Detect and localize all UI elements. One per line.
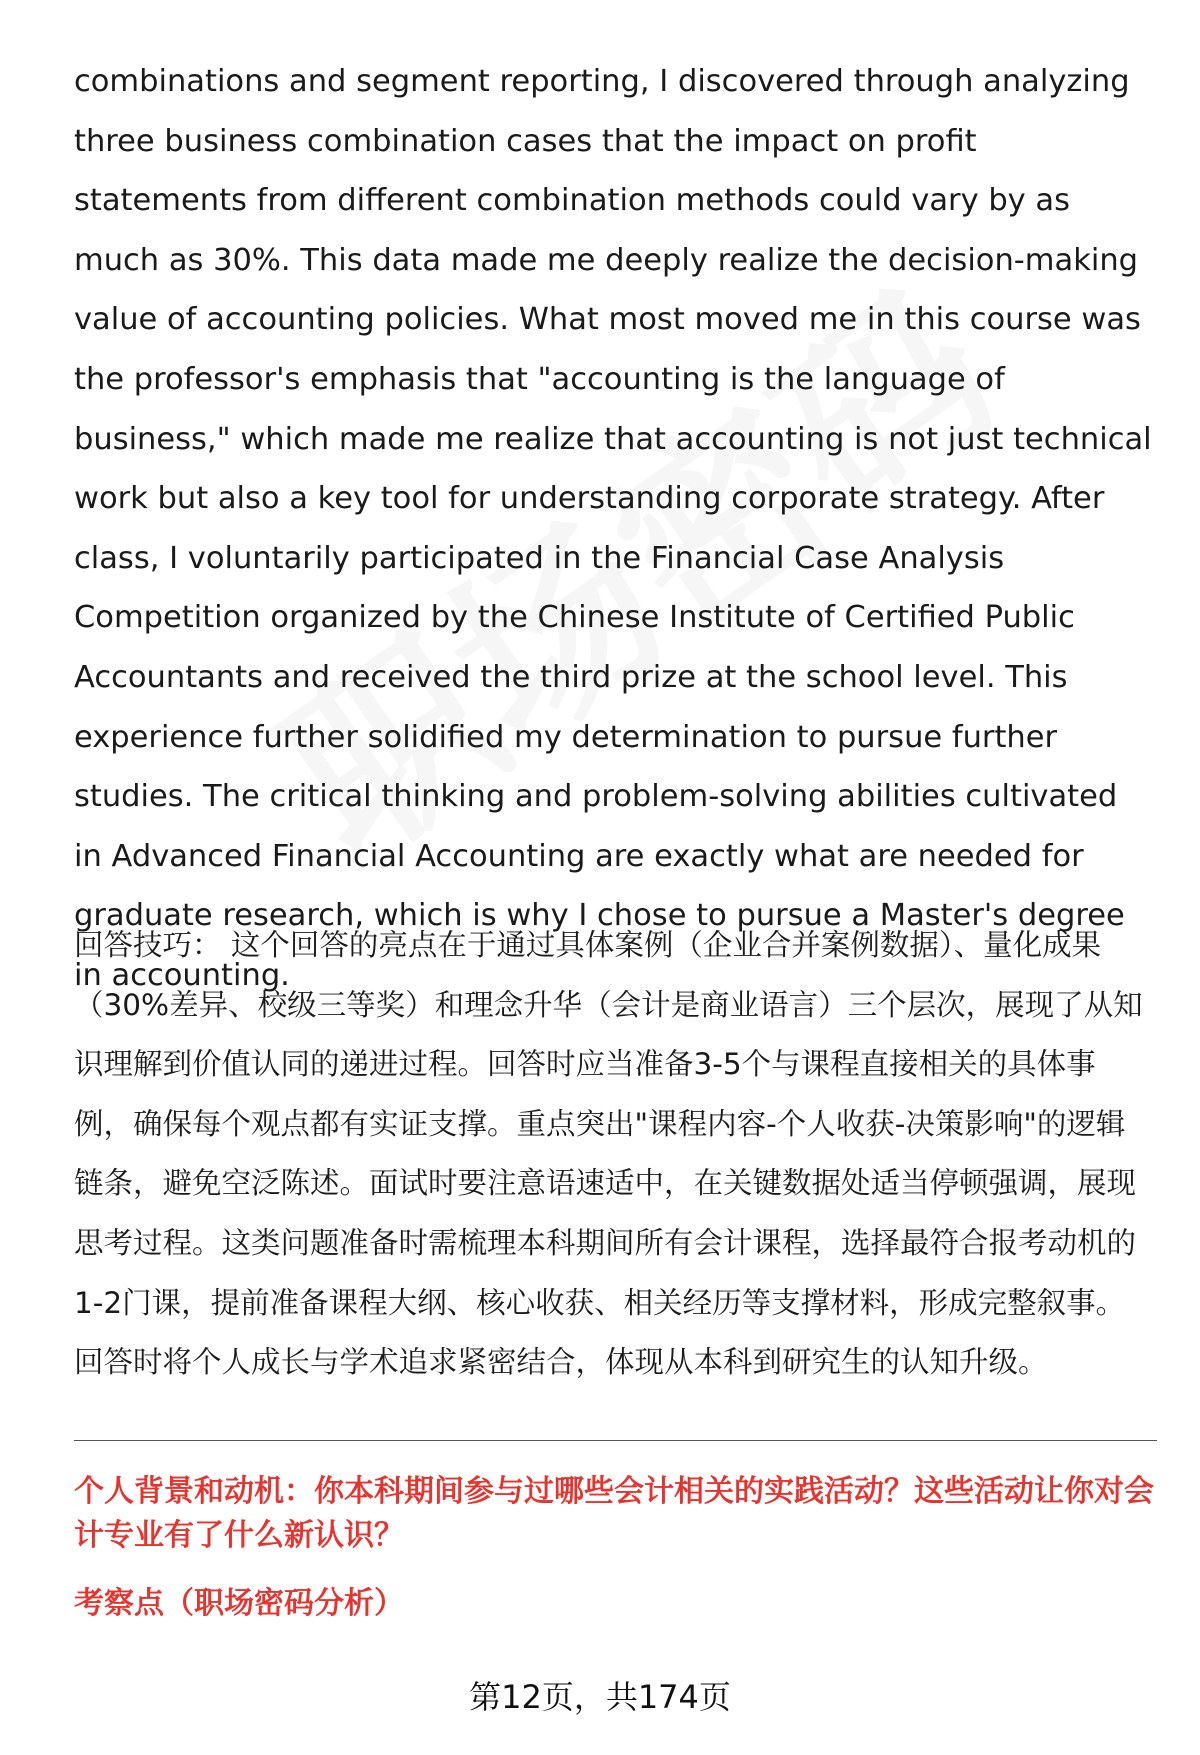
interview-question-heading: 个人背景和动机：你本科期间参与过哪些会计相关的实践活动？这些活动让你对会计专业有了什么新认识？: [74, 1474, 1154, 1553]
focus-point-heading: 考察点（职场密码分析）: [74, 1586, 404, 1621]
section-divider: [74, 1440, 1157, 1441]
page-number: 第12页，共174页: [469, 1678, 731, 1716]
answer-tips-paragraph: 回答技巧： 这个回答的亮点在于通过具体案例（企业合并案例数据）、量化成果（30%差异、校级三等奖）和理念升华（会计是商业语言）三个层次，展现了从知识理解到价值认同的递进过程。回答时应当准备3-5个与课程直接相关的具体事例，确保每个观点都有实证支撑。重点突出"课程内容-个人收获-决策影响"的逻辑链条，避免空泛陈述。面试时要注意语速适中，在关键数据处适当停顿强调，展现思考过程。这类问题准备时需梳理本科期间所有会计课程，选择最符合报考动机的1-2门课，提前准备课程大纲、核心收获、相关经历等支撑材料，形成完整叙事。回答时将个人成长与学术追求紧密结合，体现从本科到研究生的认知升级。: [74, 928, 1143, 1380]
answer-paragraph: combinations and segment reporting, I discovered through analyzing three business combination cases that the impact on profit statements from different combination methods could vary by as much as 30%. This data made me deeply realize the decision-making value of accounting policies. What most moved me in this course was the professor's emphasis that "accounting is the language of business," which made me realize that accounting is not just technical work but also a key tool for understanding corporate strategy. After class, I voluntarily participated in the Financial Case Analysis Competition organized by the Chinese Institute of Certified Public Accountants and received the third prize at the school level. This experience further solidified my determination to pursue further studies. The critical thinking and problem-solving abilities cultivated in Advanced Financial Accounting are exactly what are needed for graduate research, which is why I chose to pursue a Master's degree in accounting.: [74, 64, 1152, 993]
